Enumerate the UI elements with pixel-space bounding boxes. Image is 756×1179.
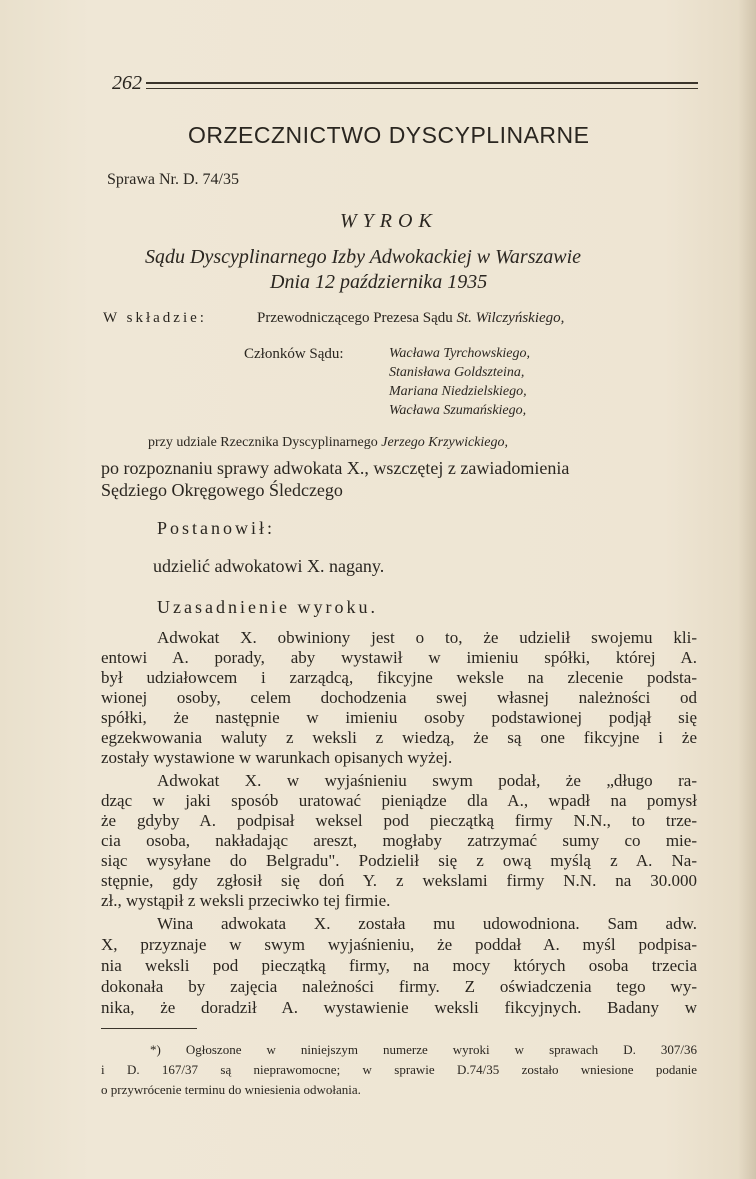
paragraph-line: Adwokat X. w wyjaśnieniu swym podał, że „długo ra- (157, 771, 697, 790)
court-member: Wacława Tyrchowskiego, (389, 346, 531, 361)
paragraph-line: dokonała by zajęcia należności firmy. Z oświadczenia tego wy- (101, 977, 697, 996)
case-number: Sprawa Nr. D. 74/35 (107, 171, 239, 188)
court-member: Stanisława Goldszteina, (389, 365, 525, 380)
paragraph-line: nika, że doradził A. wystawienie weksli fikcyjnych. Badany w (101, 998, 697, 1017)
decision-text: udzielić adwokatowi X. nagany. (153, 556, 385, 576)
verdict-title: WYROK (340, 210, 438, 232)
paragraph-line: Wina adwokata X. została mu udowodniona. Sam adw. (157, 914, 697, 933)
court-member: Mariana Niedzielskiego, (389, 384, 527, 399)
page-number: 262 (112, 72, 142, 94)
paragraph-line: Adwokat X. obwiniony jest o to, że udzielił swojemu kli- (157, 628, 697, 647)
paragraph-line: był udziałowcem i zarządcą, fikcyjne weksle na zlecenie podsta- (101, 668, 697, 687)
justification-label: Uzasadnienie wyroku. (157, 597, 378, 617)
header-rule (146, 82, 698, 84)
intro-line: Sędziego Okręgowego Śledczego (101, 480, 343, 500)
paragraph-line: cia osoba, nakładając areszt, mogłaby zatrzymać sumy co mie- (101, 831, 697, 850)
prosecutor-name: Jerzego Krzywickiego, (381, 435, 508, 450)
presiding-name: St. Wilczyńskiego, (456, 310, 565, 326)
prosecutor-prefix: przy udziale Rzecznika Dyscyplinarnego (148, 435, 382, 450)
paragraph-line: entowi A. porady, aby wystawił w imieniu spółki, której A. (101, 648, 697, 667)
paragraph-line: wionej osoby, celem dochodzenia swej własnej należności od (101, 688, 697, 707)
section-heading: ORZECZNICTWO DYSCYPLINARNE (188, 122, 590, 148)
paragraph-line: dząc w jaki sposób uratować pieniądze dla A., wpadł na pomysł (101, 791, 697, 810)
footnote-rule (101, 1028, 197, 1029)
header-rule-thin (146, 88, 698, 89)
decision-label: Postanowił: (157, 518, 276, 538)
members-label: Członków Sądu: (244, 346, 344, 362)
intro-line: po rozpoznaniu sprawy adwokata X., wszczętej z zawiadomienia (101, 458, 570, 478)
footnote-line: *) Ogłoszone w niniejszym numerze wyroki w sprawach D. 307/36 (150, 1042, 697, 1057)
paragraph-line: zł., wystąpił z weksli przeciwko tej firmie. (101, 891, 391, 910)
paragraph-line: X, przyznaje w swym wyjaśnieniu, że poddał A. myśl podpisa- (101, 935, 697, 954)
verdict-date: Dnia 12 października 1935 (270, 271, 488, 293)
footnote-line: o przywrócenie terminu do wniesienia odwołania. (101, 1082, 361, 1097)
paragraph-line: siąc wysyłane do Belgradu". Podzielił się z ową myślą z A. Na- (101, 851, 697, 870)
paragraph-line: nia weksli pod pieczątką firmy, na mocy których osoba trzecia (101, 956, 697, 975)
paragraph-line: zostały wystawione w warunkach opisanych wyżej. (101, 748, 453, 767)
paragraph-line: że gdyby A. podpisał weksel pod pieczątką firmy N.N., to trze- (101, 811, 697, 830)
paragraph-line: stępnie, gdy zgłosił się doń Y. z wekslami firmy N.N. na 30.000 (101, 871, 697, 890)
disciplinary-prosecutor (148, 435, 508, 451)
paragraph-line: spółki, że następnie w imieniu osoby podstawionej podjął się (101, 708, 697, 727)
presiding-prefix: Przewodniczącego Prezesa Sądu (257, 310, 457, 326)
presiding-judge (257, 310, 564, 327)
page-edge-shadow (738, 0, 756, 1179)
paragraph-line: egzekwowania waluty z weksli z wiedzą, że są one fikcyjne i że (101, 728, 697, 747)
footnote-line: i D. 167/37 są nieprawomocne; w sprawie D.74/35 zostało wniesione podanie (101, 1062, 697, 1077)
court-name: Sądu Dyscyplinarnego Izby Adwokackiej w Warszawie (145, 246, 582, 268)
composition-label: W składzie: (103, 310, 207, 326)
court-member: Wacława Szumańskiego, (389, 403, 527, 418)
